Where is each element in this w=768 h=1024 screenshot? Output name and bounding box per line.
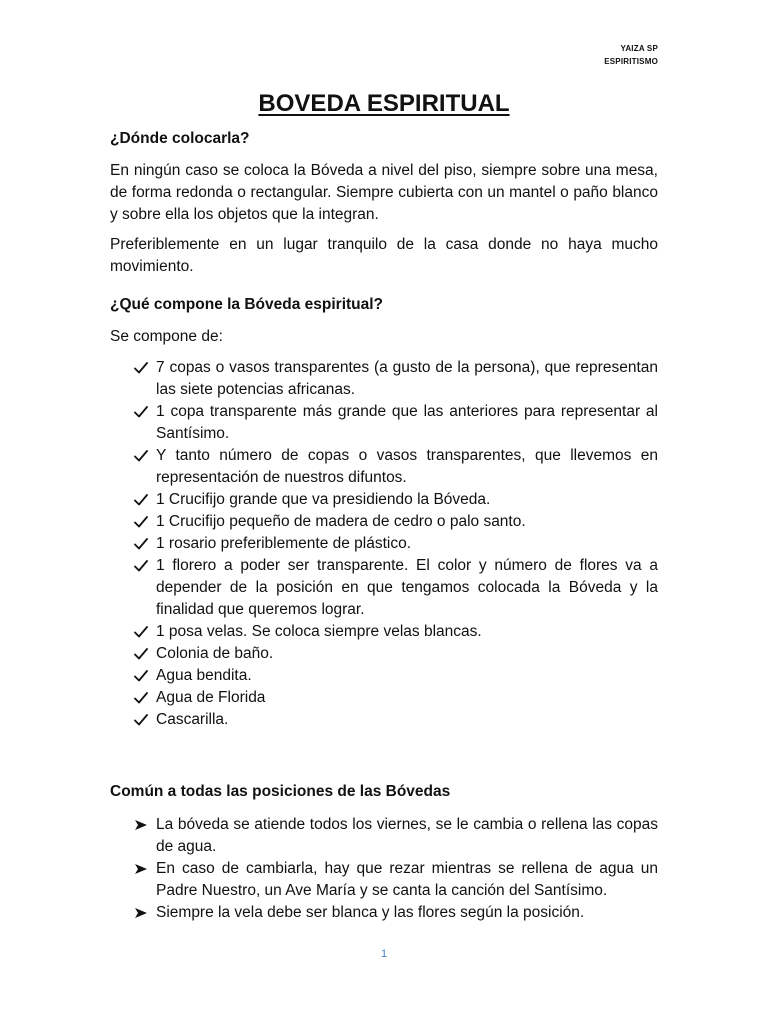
- list-item-text: Y tanto número de copas o vasos transparentes, que llevemos en representación de nuestros difuntos.: [156, 447, 658, 486]
- list-item: [110, 533, 658, 555]
- paragraph: Preferiblemente en un lugar tranquilo de la casa donde no haya mucho movimiento.: [110, 236, 658, 275]
- list-item: [110, 357, 658, 401]
- page-header: [604, 42, 658, 68]
- list-item: [110, 709, 658, 731]
- checkmark-icon: [134, 511, 150, 528]
- checkmark-icon: [134, 709, 150, 726]
- arrowhead-icon: [134, 858, 150, 875]
- checkmark-icon: [134, 533, 150, 550]
- list-item: [110, 814, 658, 858]
- list-item-text: En caso de cambiarla, hay que rezar mientras se rellena de agua un Padre Nuestro, un Ave María y se canta la canción del Santísimo.: [156, 860, 658, 899]
- checkmark-icon: [134, 555, 150, 572]
- list-item: [110, 401, 658, 445]
- checkmark-icon: [134, 357, 150, 374]
- list-item: [110, 643, 658, 665]
- list-item: [110, 511, 658, 533]
- checkmark-icon: [134, 445, 150, 462]
- checkmark-icon: [134, 489, 150, 506]
- list-item-text: Colonia de baño.: [156, 645, 274, 662]
- list-item-text: 7 copas o vasos transparentes (a gusto de la persona), que representan las siete potencias africanas.: [156, 359, 658, 398]
- section-common: [110, 781, 658, 924]
- list-item-text: La bóveda se atiende todos los viernes, se le cambia o rellena las copas de agua.: [156, 816, 658, 855]
- section-heading: ¿Dónde colocarla?: [110, 130, 250, 147]
- paragraph: En ningún caso se coloca la Bóveda a nivel del piso, siempre sobre una mesa, de forma redonda o rectangular. Siempre cubierta con un mantel o paño blanco y sobre ella los objetos que la integran.: [110, 162, 658, 223]
- section-composition: [110, 294, 658, 731]
- list-intro: Se compone de:: [110, 328, 223, 345]
- header-author: YAIZA SP: [620, 44, 658, 53]
- list-item-text: 1 posa velas. Se coloca siempre velas blancas.: [156, 623, 482, 640]
- checkmark-icon: [134, 621, 150, 638]
- list-item: [110, 555, 658, 621]
- list-item-text: Cascarilla.: [156, 711, 229, 728]
- list-item: [110, 665, 658, 687]
- list-item: [110, 489, 658, 511]
- arrowhead-icon: [134, 814, 150, 831]
- page-number: 1: [380, 948, 388, 960]
- section-where: [110, 128, 658, 278]
- section-heading: ¿Qué compone la Bóveda espiritual?: [110, 296, 384, 313]
- list-item-text: 1 copa transparente más grande que las anteriores para representar al Santísimo.: [156, 403, 658, 442]
- checkmark-icon: [134, 643, 150, 660]
- list-item: [110, 902, 658, 924]
- list-item-text: 1 rosario preferiblemente de plástico.: [156, 535, 412, 552]
- list-item: [110, 687, 658, 709]
- document-title: BOVEDA ESPIRITUAL: [258, 90, 510, 117]
- header-subject: ESPIRITISMO: [604, 57, 658, 66]
- list-item-text: 1 Crucifijo pequeño de madera de cedro o palo santo.: [156, 513, 526, 530]
- section-heading: Común a todas las posiciones de las Bóvedas: [110, 783, 451, 800]
- list-item: [110, 621, 658, 643]
- list-item: [110, 858, 658, 902]
- checkmark-icon: [134, 665, 150, 682]
- checklist: [110, 357, 658, 731]
- list-item: [110, 445, 658, 489]
- list-item-text: Siempre la vela debe ser blanca y las flores según la posición.: [156, 904, 585, 921]
- arrowhead-icon: [134, 902, 150, 919]
- list-item-text: Agua de Florida: [156, 689, 266, 706]
- list-item-text: Agua bendita.: [156, 667, 252, 684]
- list-item-text: 1 florero a poder ser transparente. El color y número de flores va a depender de la posición en que tengamos colocada la Bóveda y la finalidad que queremos lograr.: [156, 557, 658, 618]
- checkmark-icon: [134, 687, 150, 704]
- list-item-text: 1 Crucifijo grande que va presidiendo la Bóveda.: [156, 491, 491, 508]
- arrow-list: [110, 814, 658, 924]
- checkmark-icon: [134, 401, 150, 418]
